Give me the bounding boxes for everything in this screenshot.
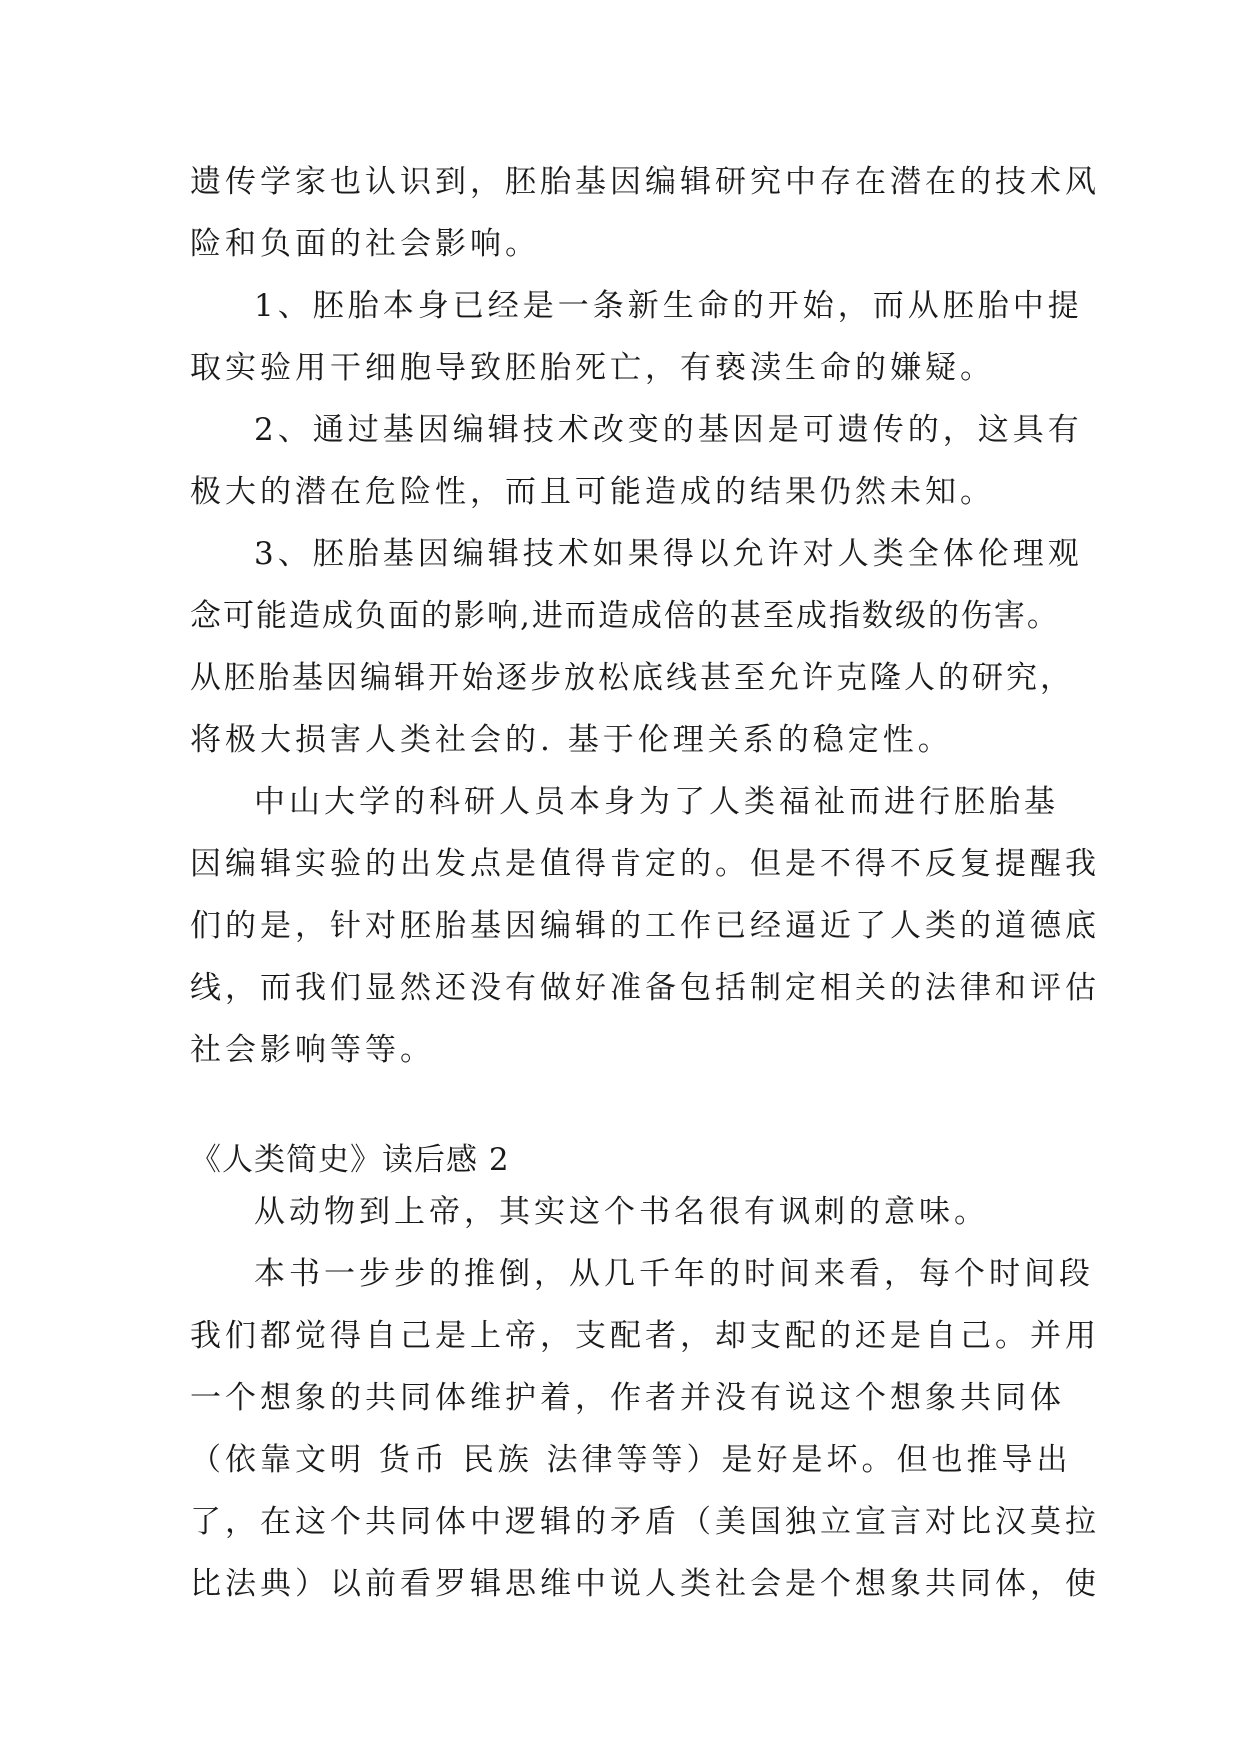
text-line: 我们都觉得自己是上帝，支配者，却支配的还是自己。并用: [190, 1318, 1100, 1354]
text-line: 遗传学家也认识到，胚胎基因编辑研究中存在潜在的技术风: [190, 164, 1100, 200]
text-line: 从胚胎基因编辑开始逐步放松底线甚至允许克隆人的研究，: [190, 660, 1074, 696]
text-line: 中山大学的科研人员本身为了人类福祉而进行胚胎基: [254, 784, 1059, 820]
text-line: 极大的潜在危险性，而且可能造成的结果仍然未知。: [190, 474, 995, 510]
text-line: 险和负面的社会影响。: [190, 226, 540, 262]
text-line: 比法典）以前看罗辑思维中说人类社会是个想象共同体，使: [190, 1566, 1100, 1602]
text-line: （依靠文明 货币 民族 法律等等）是好是坏。但也推导出: [190, 1442, 1072, 1478]
text-line: 线，而我们显然还没有做好准备包括制定相关的法律和评估: [190, 970, 1100, 1006]
text-line: 念可能造成负面的影响,进而造成倍的甚至成指数级的伤害。: [190, 598, 1060, 634]
section-heading: 《人类简史》读后感 2: [190, 1142, 510, 1178]
text-line: 1、胚胎本身已经是一条新生命的开始，而从胚胎中提: [254, 288, 1083, 324]
text-line: 取实验用干细胞导致胚胎死亡，有亵渎生命的嫌疑。: [190, 350, 995, 386]
text-line: 一个想象的共同体维护着，作者并没有说这个想象共同体: [190, 1380, 1065, 1416]
text-line: 社会影响等等。: [190, 1032, 435, 1068]
text-line: 3、胚胎基因编辑技术如果得以允许对人类全体伦理观: [254, 536, 1083, 572]
text-line: 了，在这个共同体中逻辑的矛盾（美国独立宣言对比汉莫拉: [190, 1504, 1100, 1540]
text-line: 从动物到上帝，其实这个书名很有讽刺的意味。: [254, 1194, 989, 1230]
text-line: 将极大损害人类社会的. 基于伦理关系的稳定性。: [190, 722, 953, 758]
text-line: 因编辑实验的出发点是值得肯定的。但是不得不反复提醒我: [190, 846, 1100, 882]
text-line: 本书一步步的推倒，从几千年的时间来看，每个时间段: [254, 1256, 1094, 1292]
text-line: 2、通过基因编辑技术改变的基因是可遗传的，这具有: [254, 412, 1083, 448]
text-line: 们的是，针对胚胎基因编辑的工作已经逼近了人类的道德底: [190, 908, 1100, 944]
